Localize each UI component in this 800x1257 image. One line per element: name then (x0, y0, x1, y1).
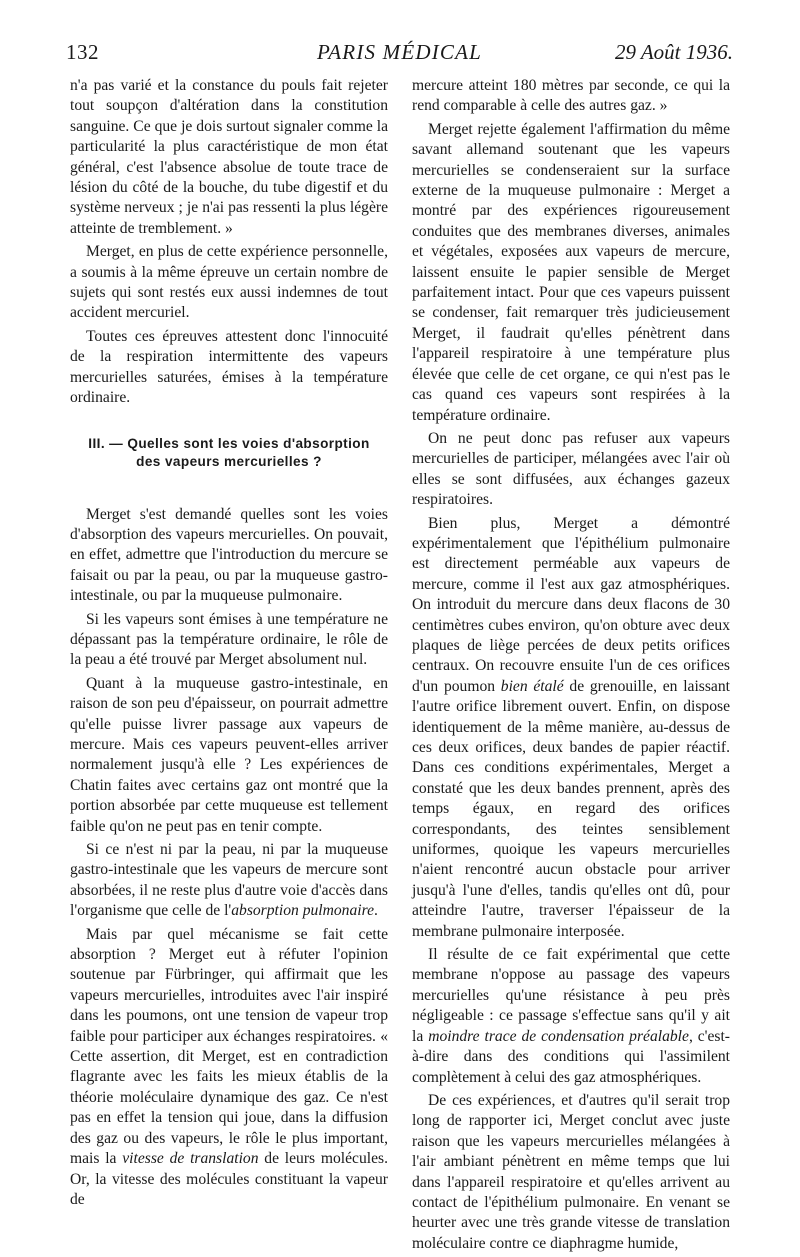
paragraph: Toutes ces épreuves attestent donc l'innocuité de la respiration intermittente des vapeurs mercurielles saturées, émises à la température ordinaire. (70, 327, 388, 407)
left-column (70, 76, 388, 1213)
paragraph: Si les vapeurs sont émises à une température ne dépassant pas la température ordinaire, le rôle de la peau a été trouvé par Merget absolument nul. (70, 610, 388, 669)
paragraph: mercure atteint 180 mètres par seconde, ce qui la rend comparable à celle des autres gaz. » (412, 77, 730, 115)
italic-term: bien étalé (500, 677, 564, 695)
text-run: de leurs molécules. Or, la vitesse des molécules constituant la vapeur de (70, 1150, 388, 1208)
running-head (66, 40, 733, 70)
section-heading (70, 435, 388, 471)
paragraph: On ne peut donc pas refuser aux vapeurs mercurielles de participer, mélangées avec l'air où elles se sont diffusées, aux échanges gazeux respiratoires. (412, 429, 730, 509)
paragraph (70, 925, 388, 1211)
issue-date: 29 Août 1936. (614, 40, 733, 64)
right-column (412, 76, 730, 1257)
text-run: de grenouille, en laissant l'autre orifice librement ouvert. Enfin, on dispose identiquement de la même manière, au-dessus de ces deux orifices, deux bandes de papier réactif. Dans ces conditions expérimentales, Merget a constaté que les deux bandes prennent, après des temps égaux, en regard des orifices correspondants, des teintes sensiblement uniformes, quoique les vapeurs mercurielles n'aient rencontré aucun obstacle pour arriver jusqu'à l'une d'elles, tandis qu'elles ont dû, pour atteindre l'autre, traverser l'épaisseur de la membrane pulmonaire interposée. (412, 677, 730, 940)
text-run: Mais par quel mécanisme se fait cette absorption ? Merget eut à réfuter l'opinion soutenue par Fürbringer, qui affirmait que les vapeurs mercurielles, introduites avec l'air inspiré dans les poumons, ont une tension de vapeur trop faible pour participer aux échanges respiratoires. « Cette assertion, dit Merget, est en contradiction flagrante avec les faits les mieux établis de la théorie moléculaire dynamique des gaz. Ce n'est pas en effet la tension qui joue, dans la diffusion des gaz ou des vapeurs, le rôle le plus important, mais la (70, 925, 388, 1168)
paragraph: Merget rejette également l'affirmation du même savant allemand soutenant que les vapeurs mercurielles se condenseraient sur la surface externe de la muqueuse pulmonaire : Merget a montré par des expériences rigoureusement conduites que des membranes diverses, animales et végétales, exposées aux vapeurs de mercure, laissent ensuite le papier sensible de Merget parfaitement intact. Pour que ces vapeurs puissent se condenser, fait remarquer très judicieusement Merget, il faudrait qu'elles pénètrent dans l'appareil respiratoire à une température plus élevée que celle de cet organe, ce qui n'est pas le cas quand ces vapeurs sont respirées à la température ordinaire. (412, 120, 730, 424)
paragraph: Merget s'est demandé quelles sont les voies d'absorption des vapeurs mercurielles. On pouvait, en effet, admettre que l'introduction du mercure se faisait ou par la peau, ou par la muqueuse gastro-intestinale, ou par la muqueuse pulmonaire. (70, 505, 388, 605)
text-run: Si ce n'est ni par la peau, ni par la muqueuse gastro-intestinale que les vapeurs de mercure sont absorbées, il ne reste plus d'autre voie d'accès dans l'organisme que celle de l' (70, 841, 388, 920)
paragraph: Merget, en plus de cette expérience personnelle, a soumis à la même épreuve un certain nombre de sujets qui sont restés eux aussi indemnes de tout accident mercuriel. (70, 243, 388, 322)
text-run: , c'est-à-dire dans des conditions qui l'assimilent complètement à celui des gaz atmosphériques. (412, 1027, 731, 1086)
italic-term: vitesse de translation (122, 1150, 259, 1168)
section-heading-line: III. — Quelles sont les voies d'absorption (88, 435, 370, 451)
italic-term: moindre trace de condensation préalable (428, 1027, 689, 1045)
text-run: Il résulte de ce fait expérimental que cette membrane n'oppose au passage des vapeurs mercurielles qu'une résistance à peu près négligeable : ce passage s'effectue sans qu'il y ait la (412, 946, 730, 1045)
text-run: . (374, 902, 378, 920)
paragraph (70, 840, 388, 922)
page-number: 132 (66, 40, 99, 64)
italic-term: absorption pulmonaire (231, 902, 375, 920)
section-heading-line: des vapeurs mercurielles ? (136, 453, 322, 469)
paragraph (412, 514, 730, 943)
paragraph (412, 945, 730, 1088)
text-run: Bien plus, Merget a démontré expérimentalement que l'épithélium pulmonaire est directement perméable aux vapeurs de mercure, comme il l'est aux gaz atmosphériques. On introduit du mercure dans deux flacons de 30 centimètres cubes environ, qu'on obture avec deux plaques de liège percées de deux petits orifices centraux. On recouvre ensuite l'un de ces orifices d'un poumon (412, 514, 730, 695)
paragraph: n'a pas varié et la constance du pouls fait rejeter tout soupçon d'altération dans la constitution sanguine. Ce que je dois surtout signaler comme la particularité la plus caractéristique de mon état général, c'est l'absence absolue de toute trace de lésion du côté de la bouche, du tube digestif et du système nerveux ; je n'ai pas ressenti la plus légère atteinte de tremblement. » (70, 77, 388, 237)
paragraph: Quant à la muqueuse gastro-intestinale, en raison de son peu d'épaisseur, on pourrait admettre qu'elle puisse livrer passage aux vapeurs de mercure. Mais ces vapeurs peuvent-elles arriver normalement jusqu'à elle ? Les expériences de Chatin faites avec certains gaz ont montré que la portion absorbée par cette muqueuse est tellement faible qu'on ne peut pas en tenir compte. (70, 674, 388, 835)
journal-title: PARIS MÉDICAL (316, 40, 483, 64)
paragraph: De ces expériences, et d'autres qu'il serait trop long de rapporter ici, Merget conclut avec juste raison que les vapeurs mercurielles mélangées à l'air ambiant pénètrent en même temps que lui dans l'appareil respiratoire et qu'elles arrivent au contact de l'épithélium pulmonaire. En venant se heurter avec une très grande vitesse de translation moléculaire contre ce diaphragme humide, (412, 1091, 730, 1252)
